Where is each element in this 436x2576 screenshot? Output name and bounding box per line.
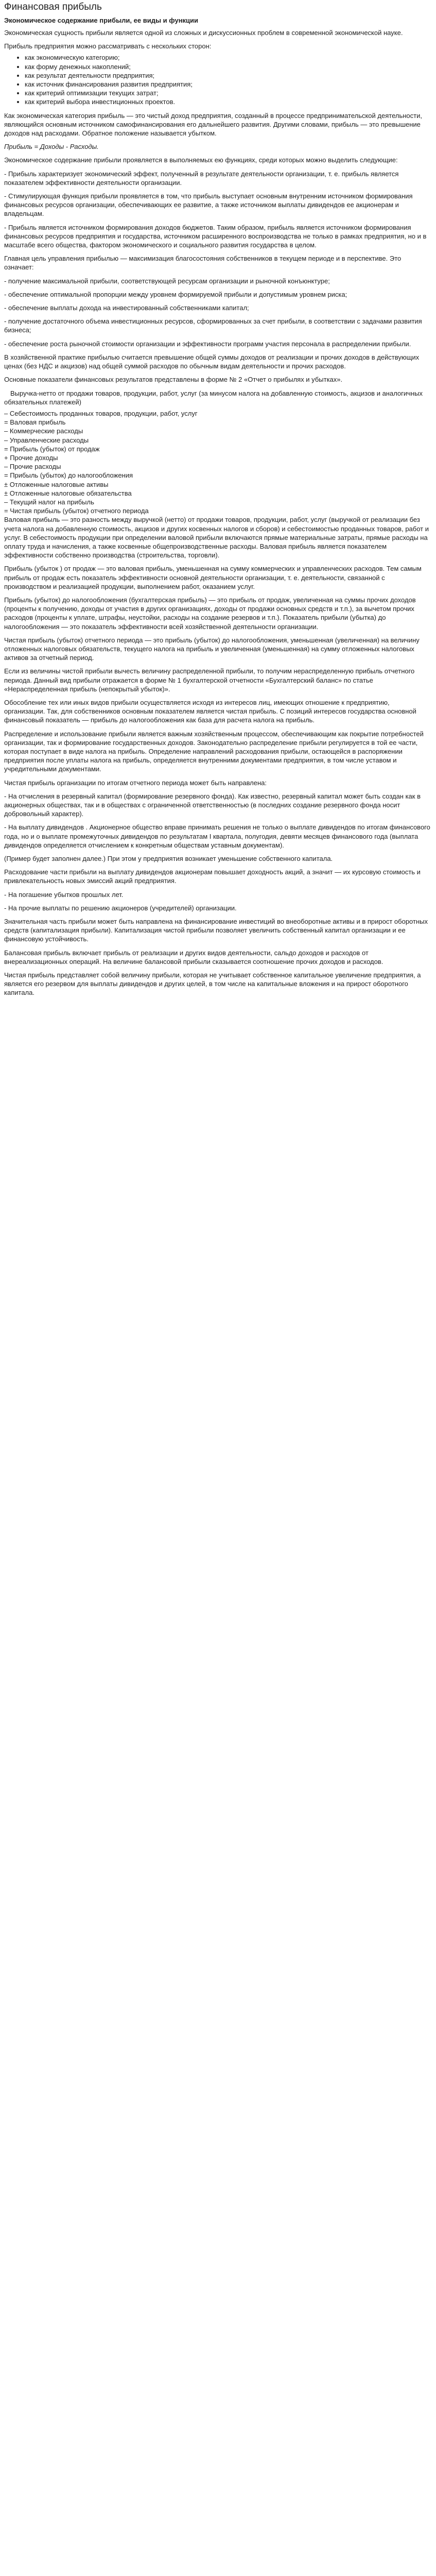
- statement-line: = Прибыль (убыток) от продаж: [4, 445, 100, 453]
- paragraph: Прибыль (убыток ) от продаж — это валовая прибыль, уменьшенная на сумму коммерческих и управленческих расходов. Тем самым прибыль от продаж есть показатель эффективности основной деятельности организации, т. е. деятельности, связанной с производством и реализацией продукции, выполнением работ, оказанием услуг.: [4, 565, 422, 590]
- statement-line: – Текущий налог на прибыль: [4, 498, 94, 506]
- statement-line: ± Отложенные налоговые активы: [4, 480, 109, 488]
- statement-line: = Прибыль (убыток) до налогообложения: [4, 471, 133, 480]
- statement-line: = Валовая прибыль: [4, 418, 66, 427]
- paragraph: - получение достаточного объема инвестиционных ресурсов, сформированных за счет прибыли, в соответствии с задачами развития бизнеса;: [4, 317, 422, 334]
- paragraph: - обеспечение роста рыночной стоимости организации и эффективности программ участия персонала в распределении прибыли.: [4, 340, 411, 348]
- section-heading: Экономическое содержание прибыли, ее виды и функции: [4, 16, 199, 24]
- paragraph: - обеспечение оптимальной пропорции между уровнем формируемой прибыли и допустимым уровнем риска;: [4, 290, 347, 298]
- list-item: • как источник финансирования развития предприятия;: [25, 80, 432, 89]
- statement-line: ± Отложенные налоговые обязательства: [4, 489, 132, 497]
- paragraph: - На погашение убытков прошлых лет.: [4, 890, 124, 899]
- list-item: • как критерий оптимизации текущих затрат;: [25, 89, 432, 97]
- paragraph: Экономическая сущность прибыли является одной из сложных и дискуссионных проблем в современной экономической науке.: [4, 29, 403, 37]
- paragraph: Чистая прибыль (убыток) отчетного периода — это прибыль (убыток) до налогообложения, уменьшенная (увеличенная) на величину отложенных налоговых обязательств, текущего налога на прибыль и увеличенная (уменьшенная) на сумму отложенных налоговых активов за отчетный период.: [4, 636, 420, 662]
- statement-line: – Себестоимость проданных товаров, продукции, работ, услуг: [4, 409, 198, 417]
- list-item: • как форму денежных накоплений;: [25, 62, 432, 71]
- paragraph: Если из величины чистой прибыли вычесть величину распределенной прибыли, то получим нераспределенную прибыль отчетного периода. Данный вид прибыли отражается в форме № 1 бухгалтерской отчетности «Бухгалтерский баланс» по статье «Нераспределенная прибыль (непокрытый убыток)».: [4, 667, 415, 693]
- list-item: • как критерий выбора инвестиционных проектов.: [25, 97, 432, 106]
- list-item: • как экономическую категорию;: [25, 53, 432, 62]
- statement-line: = Чистая прибыль (убыток) отчетного периода: [4, 507, 149, 515]
- paragraph: - получение максимальной прибыли, соответствующей ресурсам организации и рыночной конъюнктуре;: [4, 277, 330, 285]
- paragraph: Прибыль (убыток) до налогообложения (бухгалтерская прибыль) — это прибыль от продаж, увеличенная на суммы прочих доходов (проценты к получению, доходы от участия в других организациях, доходы от продажи основных средств и т.п.), за вычетом прочих расходов (проценты к уплате, штрафы, неустойки, расходы на создание резервов и т.п.). Показатель прибыли (убытка) до налогообложения — это показатель эффективности всей хозяйственной деятельности организации.: [4, 596, 416, 631]
- paragraph: - На выплату дивидендов . Акционерное общество вправе принимать решения не только о выплате дивидендов по итогам финансового года, но и о выплате промежуточных дивидендов по результатам I квартала, полугодия, девяти месяцев финансового года (выплата дивидендов определяется отчислением к конкретным обществам уставным документам).: [4, 823, 430, 849]
- paragraph: - На прочие выплаты по решению акционеров (учредителей) организации.: [4, 904, 237, 912]
- paragraph: Распределение и использование прибыли является важным хозяйственным процессом, обеспечивающим как покрытие потребностей организации, так и формирование государственных доходов. Законодательно распределение прибыли регулируется в той ее части, которая поступает в виде налога на прибыль. Определение направлений расходования прибыли, остающейся в распоряжении предприятия после уплаты налога на прибыль, определяется внутренними документами предприятия, в том числе уставом и учредительными документами.: [4, 730, 424, 773]
- statement-line: – Управленческие расходы: [4, 436, 89, 444]
- paragraph: Экономическое содержание прибыли проявляется в выполняемых ею функциях, среди которых можно выделить следующие:: [4, 156, 398, 164]
- statement-line: – Прочие расходы: [4, 463, 61, 471]
- paragraph: Чистая прибыль организации по итогам отчетного периода может быть направлена:: [4, 778, 267, 787]
- paragraph: Обособление тех или иных видов прибыли осуществляется исходя из интересов лиц, имеющих отношение к предприятию, организации. Так, для собственников основным показателем является чистая прибыль. С позиций интересов государства основной финансовый показатель — прибыль до налогообложения как база для расчета налога на прибыль.: [4, 699, 416, 724]
- paragraph: Балансовая прибыль включает прибыль от реализации и других видов деятельности, сальдо доходов и расходов от внереализационных операций. На величине балансовой прибыли сказывается соотношение прочих доходов и расходов.: [4, 948, 383, 965]
- article-body: [4, 28, 432, 997]
- statement-header: Выручка-нетто от продажи товаров, продукции, работ, услуг (за минусом налога на добавленную стоимость, акцизов и аналогичных обязательных платежей): [4, 389, 423, 406]
- paragraph: - обеспечение выплаты дохода на инвестированный собственниками капитал;: [4, 304, 249, 312]
- paragraph: Чистая прибыль представляет собой величину прибыли, которая не учитывает собственное капитальное увеличение предприятия, а является его резервом для выплаты дивидендов и других целей, в том числе на капитальные вложения и на прирост оборотного капитала.: [4, 971, 421, 997]
- paragraph: - Прибыль характеризует экономический эффект, полученный в результате деятельности организации, т. е. прибыль является показателем эффективности деятельности организации.: [4, 170, 399, 187]
- paragraph: (Пример будет заполнен далее.) При этом у предприятия возникает уменьшение собственного капитала.: [4, 855, 333, 863]
- bullet-list: [4, 53, 432, 106]
- list-item: • как результат деятельности предприятия;: [25, 71, 432, 80]
- paragraph: Прибыль = Доходы - Расходы.: [4, 143, 99, 151]
- paragraph: Валовая прибыль — это разность между выручкой (нетто) от продажи товаров, продукции, работ, услуг (выручкой от реализации без учета налога на добавленную стоимость, акцизов и других косвенных налогов и сборов) и себестоимостью проданных товаров, работ и услуг. В себестоимость продукции при определении валовой прибыли включаются прямые материальные затраты, прямые расходы на оплату труда и начисления, а также косвенные общепроизводственные расходы. Валовая прибыль является показателем эффективности собственно производства (строительства, торговли).: [4, 516, 429, 560]
- paragraph: Расходование части прибыли на выплату дивидендов акционерам повышает доходность акций, а значит — их курсовую стоимость и привлекательность новых эмиссий акций предприятия.: [4, 868, 421, 885]
- paragraph: Прибыль предприятия можно рассматривать с нескольких сторон:: [4, 42, 212, 50]
- paragraph: Значительная часть прибыли может быть направлена на финансирование инвестиций во внеоборотные активы и в прирост оборотных средств (капитализация прибыли). Капитализация чистой прибыли позволяет увеличить собственный капитал организации и ее финансовую устойчивость.: [4, 918, 428, 943]
- paragraph: - На отчисления в резервный капитал (формирование резервного фонда). Как известно, резервный капитал может быть создан как в акционерных обществах, так и в обществах с ограниченной ответственностью (в последних создание резервного фонда носит добровольный характер).: [4, 792, 421, 818]
- paragraph: Основные показатели финансовых результатов представлены в форме № 2 «Отчет о прибылях и убытках».: [4, 376, 343, 384]
- paragraph: Как экономическая категория прибыль — это чистый доход предприятия, созданный в процессе предпринимательской деятельности, являющийся основным источником самофинансирования его дальнейшего развития. Другими словами, прибыль — это превышение доходов над расходами. Обратное положение называется убытком.: [4, 111, 422, 138]
- paragraph: - Стимулирующая функция прибыли проявляется в том, что прибыль выступает основным внутренним источником формирования финансовых ресурсов организации, обеспечивающих ее развитие, а также источником выплаты дивидендов ее акционерам и владельцам.: [4, 192, 413, 218]
- statement-line: + Прочие доходы: [4, 453, 58, 462]
- page-title: Финансовая прибыль: [4, 2, 102, 12]
- statement-line: – Коммерческие расходы: [4, 427, 83, 435]
- paragraph: В хозяйственной практике прибылью считается превышение общей суммы доходов от реализации и прочих доходов в действующих ценах (без НДС и акцизов) над общей суммой расходов по обычным видам деятельности и прочих расходов.: [4, 353, 420, 370]
- paragraph: Главная цель управления прибылью — максимизация благосостояния собственников в текущем периоде и в перспективе. Это означает:: [4, 255, 402, 272]
- paragraph: - Прибыль является источником формирования доходов бюджетов. Таким образом, прибыль является источником формирования финансовых ресурсов предприятия и государства, источником расширенного воспроизводства не только в рамках предприятия, но и в масштабе всего общества, фактором экономического и социального развития государства в целом.: [4, 223, 427, 249]
